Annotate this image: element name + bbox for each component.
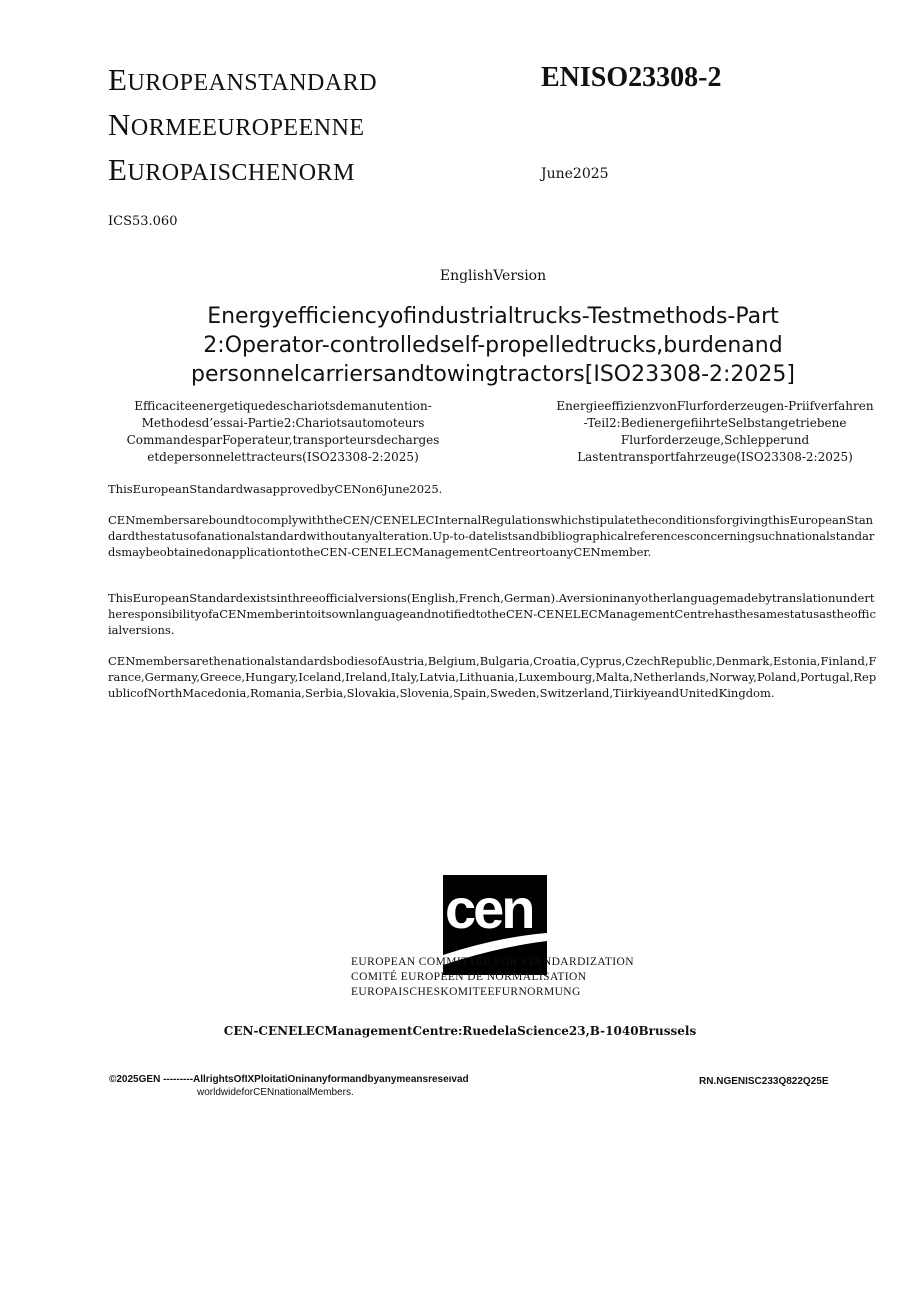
committee-line-german: EUROPAISCHESKOMITEEFURNORMUNG (351, 986, 581, 998)
ics-code: ICS53.060 (108, 214, 178, 229)
language-version: EnglishVersion (439, 268, 547, 284)
regulations-paragraph: CENmembersareboundtocomplywiththeCEN/CENELECInternalRegulationswhichstipulatetheconditionsforgivingthisEuropeanStandardthestatusofanationalstandardwithoutanyalteration.Up-to-datelistsandbibliographicalreferencesconcerningsuchnationalstandardsmaybeobtainedonapplicationtotheCEN-CENELECManagementCentreortoanyCENmember. (108, 513, 875, 559)
publication-date: June2025 (541, 166, 609, 182)
standard-name-english-rest: UROPEANSTANDARD (127, 70, 378, 96)
german-title-line: Flurforderzeuge,Schlepperund (620, 433, 810, 447)
german-title-line: -Teil2:BedienergefiihrteSelbstangetriebene (583, 416, 847, 430)
standard-name-german-cap: E (108, 152, 128, 187)
german-title-line: Lastentransportfahrzeuge(ISO23308-2:2025) (577, 450, 853, 464)
french-title-line: Efficaciteenergetiquedeschariotsdemanutention- (134, 399, 432, 413)
standard-name-french-rest: ORMEEUROPEENNE (130, 115, 365, 141)
standard-name-english (108, 62, 377, 98)
copyright-notice-continued: worldwideforCENnationalMembers. (197, 1087, 354, 1098)
german-title (540, 398, 890, 466)
members-paragraph: CENmembersarethenationalstandardsbodiesofAustria,Belgium,Bulgaria,Croatia,Cyprus,CzechRepublic,Denmark,Estonia,Finland,France,Germany,Greece,Hungary,Iceland,Ireland,Italy,Latvia,Lithuania,Luxembourg,Malta,Netherlands,Norway,Poland,Portugal,RepublicofNorthMacedonia,Romania,Serbia,Slovakia,Slovenia,Spain,Sweden,Switzerland,TiirkiyeandUnitedKingdom. (108, 654, 877, 700)
standard-name-german (108, 152, 355, 188)
standard-name-french-cap: N (108, 107, 131, 142)
committee-line-english: EUROPEAN COMMITTEE FOR STANDARDIZATION (351, 956, 634, 968)
committee-line-french: COMITÉ EUROPÉEN DE NORMALISATION (351, 971, 587, 983)
standard-name-french (108, 107, 365, 143)
approval-paragraph: ThisEuropeanStandardwasapprovedbyCENon6June2025. (108, 482, 443, 496)
committee-name (351, 955, 634, 1000)
copyright-notice: ©2025GEN ---------AllrightsOfIXPloitatiOninanyformandbyanymeansreseıvad (109, 1074, 469, 1085)
management-centre-address: CEN-CENELECManagementCentre:RuedelaScience23,B-1040Brussels (223, 1024, 697, 1038)
standard-number: ENISO23308-2 (541, 62, 722, 93)
document-title: Energyefficiencyofindustrialtrucks-Testmethods-Part 2:Operator-controlledself-propelledtrucks,burdenand personnelcarriersandtowingtractors[ISO23308-2:2025] (190, 304, 796, 387)
french-title (108, 398, 458, 466)
french-title-line: etdepersonnelettracteurs(ISO23308-2:2025) (147, 450, 419, 464)
german-title-line: EnergieeffizienzvonFlurforderzeugen-Priifverfahren (556, 399, 874, 413)
french-title-line: Methodesd’essai-Partie2:Chariotsautomoteurs (141, 416, 425, 430)
cen-logo-text: cen (445, 877, 533, 940)
french-title-line: CommandesparFoperateur,transporteursdecharges (126, 433, 440, 447)
reference-number: RN.NGENISC233Q822Q25E (699, 1076, 829, 1087)
standard-name-german-rest: UROPAISCHENORM (127, 160, 355, 186)
standard-name-english-cap: E (108, 62, 128, 97)
versions-paragraph: ThisEuropeanStandardexistsinthreeofficialversions(English,French,German).AversioninanyotherlanguagemadebytranslationundertheresponsibilityofaCENmemberintoitsownlanguageandnotifiedtotheCEN-CENELECManagementCentrehasthesamestatusastheofficialversions. (108, 591, 876, 637)
